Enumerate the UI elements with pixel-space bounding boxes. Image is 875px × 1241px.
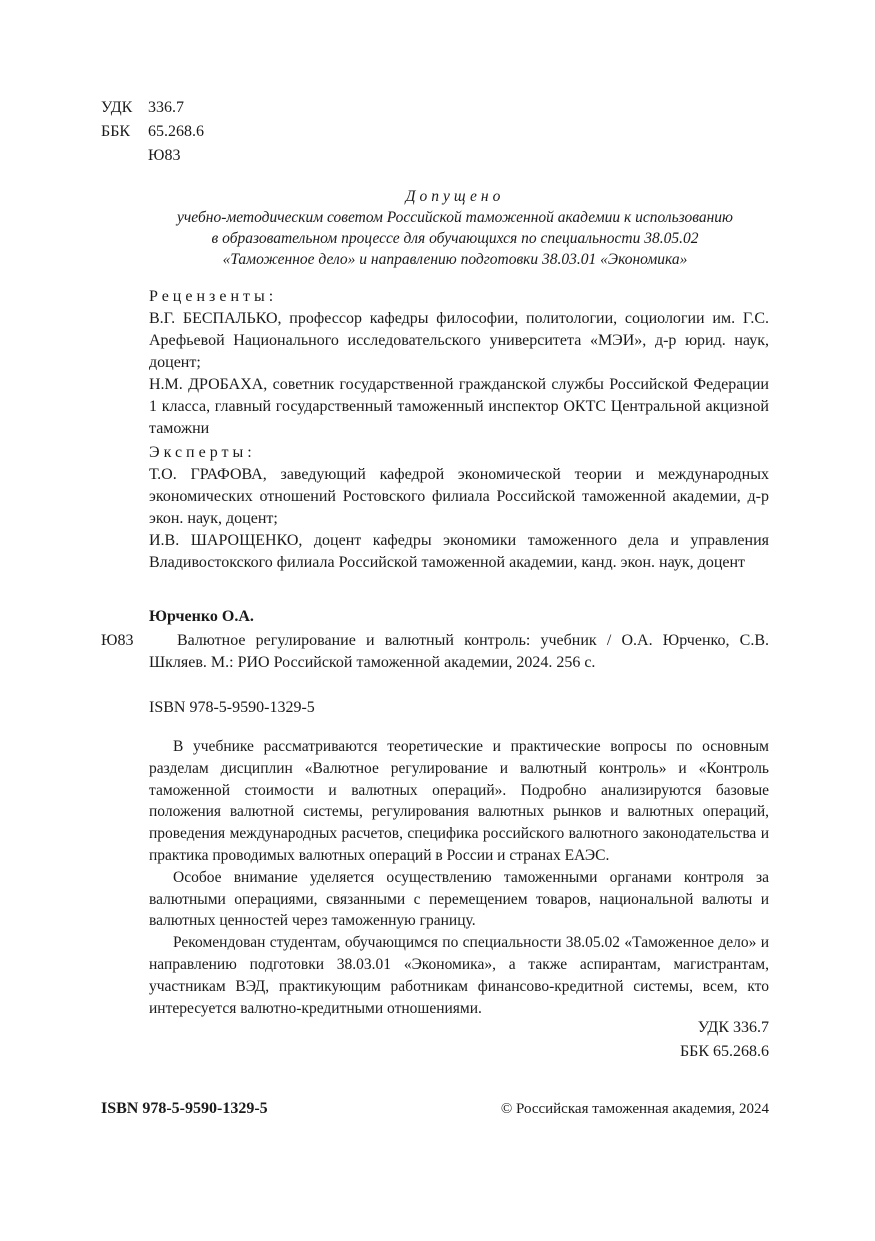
- abstract: [149, 736, 769, 1019]
- abstract-paragraph: В учебнике рассматриваются теоретические и практические вопросы по основным разделам дисциплин «Валютное регулирование и валютный контроль» и «Контроль таможенной стоимости и валютных операций». Подробно анализируются базовые положения валютной системы, регулирования валютных рынков и валютных операций, проведения международных расчетов, специфика российского валютного законодательства и практика проводимых валютных операций в России и странах ЕАЭС.: [149, 738, 769, 864]
- bib-text: Валютное регулирование и валютный контроль: учебник / О.А. Юрченко, С.В. Шкляев. М.: РИО Российской таможенной академии, 2024. 256 с.: [149, 632, 769, 671]
- experts-label: Эксперты:: [149, 444, 256, 461]
- udk-label: УДК: [101, 99, 133, 116]
- bib-isbn: ISBN 978-5-9590-1329-5: [149, 699, 315, 716]
- approval-line: «Таможенное дело» и направлению подготовки 38.03.01 «Экономика»: [222, 251, 688, 268]
- reviewer-item: Н.М. ДРОБАХА, советник государственной гражданской службы Российской Федерации 1 класса, главный государственный таможенный инспектор ОКТС Центральной акцизной таможни: [149, 376, 769, 437]
- footer-udk: УДК 336.7: [697, 1019, 769, 1036]
- footer-bbk: ББК 65.268.6: [679, 1043, 769, 1060]
- abstract-paragraph: Рекомендован студентам, обучающимся по специальности 38.05.02 «Таможенное дело» и направлению подготовки 38.03.01 «Экономика», а также аспирантам, магистрантам, участникам ВЭД, практикующим работникам финансово-кредитной системы, всем, кто интересуется валютно-кредитными отношениями.: [149, 934, 769, 1017]
- udk-row: [101, 96, 204, 120]
- approval-line: учебно-методическим советом Российской таможенной академии к использованию: [177, 209, 733, 226]
- bbk-value: 65.268.6: [148, 123, 204, 140]
- udk-value: 336.7: [148, 99, 184, 116]
- reviewer-item: В.Г. БЕСПАЛЬКО, профессор кафедры философии, политологии, социологии им. Г.С. Арефьевой Национального исследовательского университета «МЭИ», д-р юрид. наук, доцент;: [149, 310, 769, 371]
- approval-block: [145, 186, 765, 270]
- expert-item: И.В. ШАРОЩЕНКО, доцент кафедры экономики таможенного дела и управления Владивостокского филиала Российской таможенной академии, канд. экон. наук, доцент: [149, 532, 769, 571]
- footer-isbn: ISBN 978-5-9590-1329-5: [101, 1100, 268, 1117]
- expert-item: Т.О. ГРАФОВА, заведующий кафедрой экономической теории и международных экономических отношений Ростовского филиала Российской таможенной академии, д-р экон. наук, доцент;: [149, 466, 769, 527]
- bib-author: Юрченко О.А.: [149, 608, 254, 625]
- bbk-row: [101, 120, 204, 144]
- reviewers-block: [149, 286, 769, 440]
- experts-block: [149, 442, 769, 574]
- bib-code: Ю83: [101, 632, 134, 649]
- abstract-paragraph: Особое внимание уделяется осуществлению таможенными органами контроля за валютными операциями, связанными с перемещением товаров, национальной валюты и валютных ценностей через таможенную границу.: [149, 868, 769, 930]
- copyright: © Российская таможенная академия, 2024: [500, 1101, 769, 1117]
- bbk-label: ББК: [101, 123, 131, 140]
- reviewers-label: Рецензенты:: [149, 288, 278, 305]
- author-mark: Ю83: [148, 147, 181, 164]
- approval-heading: Допущено: [405, 188, 505, 205]
- approval-line: в образовательном процессе для обучающихся по специальности 38.05.02: [211, 230, 699, 247]
- footer-codes: [680, 1016, 769, 1064]
- author-mark-row: [101, 144, 204, 168]
- classification-codes: [101, 96, 204, 168]
- bib-description: [149, 630, 769, 674]
